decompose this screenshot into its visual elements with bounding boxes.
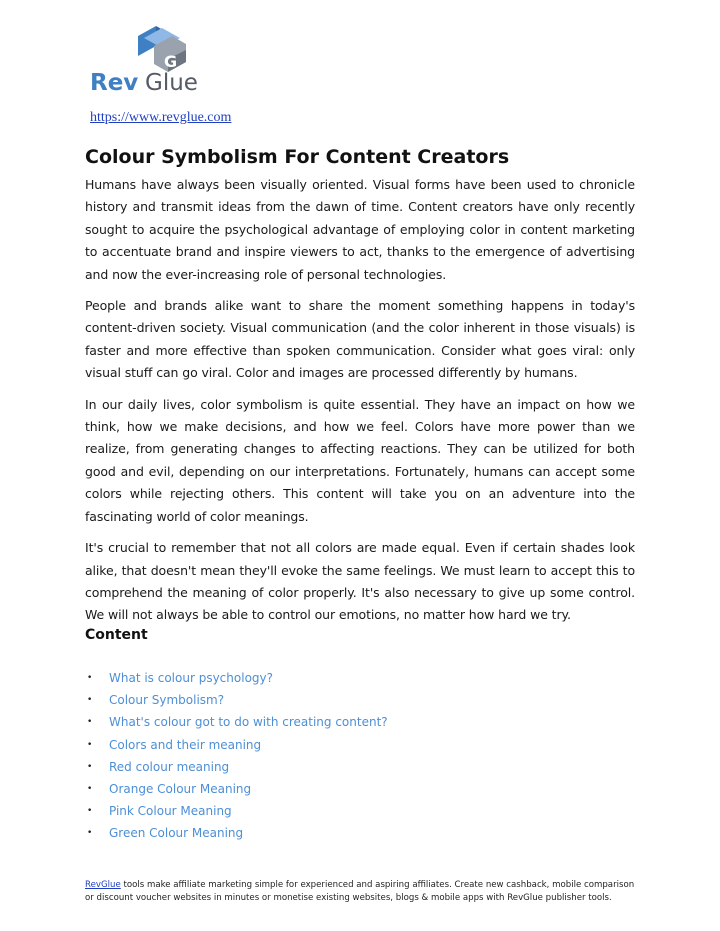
toc-item	[85, 689, 485, 711]
toc-item	[85, 822, 485, 844]
svg-text:G: G	[164, 52, 178, 71]
toc-item	[85, 800, 485, 822]
toc-heading: Content	[85, 627, 148, 643]
logo-text-glue: Glue	[145, 70, 198, 96]
toc-item	[85, 734, 485, 756]
toc-item	[85, 711, 485, 733]
toc-link-colour-symbolism[interactable]: Colour Symbolism?	[109, 693, 225, 708]
revglue-logo-graphic	[90, 22, 240, 97]
toc-link-pink[interactable]: Pink Colour Meaning	[109, 804, 232, 819]
bullet-icon: •	[87, 761, 93, 772]
paragraph: Humans have always been visually oriented. Visual forms have been used to chronicle history and transmit ideas from the dawn of time. Content creators have only recently sought to acquire the psychological advantage of employing color in content marketing to accentuate brand and inspire viewers to act, thanks to the emergence of advertising and now the ever-increasing role of personal technologies.	[85, 177, 635, 282]
table-of-contents	[85, 667, 485, 845]
toc-link-green[interactable]: Green Colour Meaning	[109, 826, 244, 841]
toc-link-red[interactable]: Red colour meaning	[109, 759, 230, 774]
bullet-icon: •	[87, 806, 93, 817]
toc-item	[85, 667, 485, 689]
toc-link-colors-meaning[interactable]: Colors and their meaning	[109, 737, 262, 752]
toc-link-orange[interactable]: Orange Colour Meaning	[109, 782, 252, 797]
bullet-icon: •	[87, 739, 93, 750]
toc-link-colour-content[interactable]: What's colour got to do with creating content?	[109, 715, 388, 730]
footer-text: tools make affiliate marketing simple for experienced and aspiring affiliates. Create new cashback, mobile comparison or discount voucher websites in minutes or monetise existing websites, blogs & mobile apps with RevGlue publisher tools.	[85, 880, 635, 903]
footer	[85, 879, 645, 905]
paragraph: It's crucial to remember that not all colors are made equal. Even if certain shades look alike, that doesn't mean they'll evoke the same feelings. We must learn to accept this to comprehend the meaning of color properly. It's also necessary to give up some control. We will not always be able to control our emotions, no matter how hard we try.	[85, 540, 635, 623]
bullet-icon: •	[87, 673, 93, 684]
toc-item	[85, 778, 485, 800]
logo-text-rev: Rev	[90, 70, 139, 96]
toc-link-colour-psychology[interactable]: What is colour psychology?	[109, 671, 273, 686]
bullet-icon: •	[87, 784, 93, 795]
paragraph: People and brands alike want to share the moment something happens in today's content-driven society. Visual communication (and the color inherent in those visuals) is faster and more effective than spoken communication. Consider what goes viral: only visual stuff can go viral. Color and images are processed differently by humans.	[85, 298, 635, 381]
article-body	[85, 174, 635, 636]
toc-item	[85, 756, 485, 778]
bullet-icon: •	[87, 717, 93, 728]
footer-revglue-link[interactable]: RevGlue	[85, 880, 121, 890]
bullet-icon: •	[87, 695, 93, 706]
bullet-icon: •	[87, 828, 93, 839]
article-title: Colour Symbolism For Content Creators	[85, 146, 510, 168]
paragraph: In our daily lives, color symbolism is quite essential. They have an impact on how we think, how we make decisions, and how we feel. Colors have more power than we realize, from generating changes to affecting reactions. They can be utilized for both good and evil, depending on our interpretations. Fortunately, humans can accept some colors while rejecting others. This content will take you on an adventure into the fascinating world of color meanings.	[85, 396, 635, 524]
revglue-logo	[90, 22, 240, 97]
site-url-link[interactable]: https://www.revglue.com	[90, 110, 232, 125]
